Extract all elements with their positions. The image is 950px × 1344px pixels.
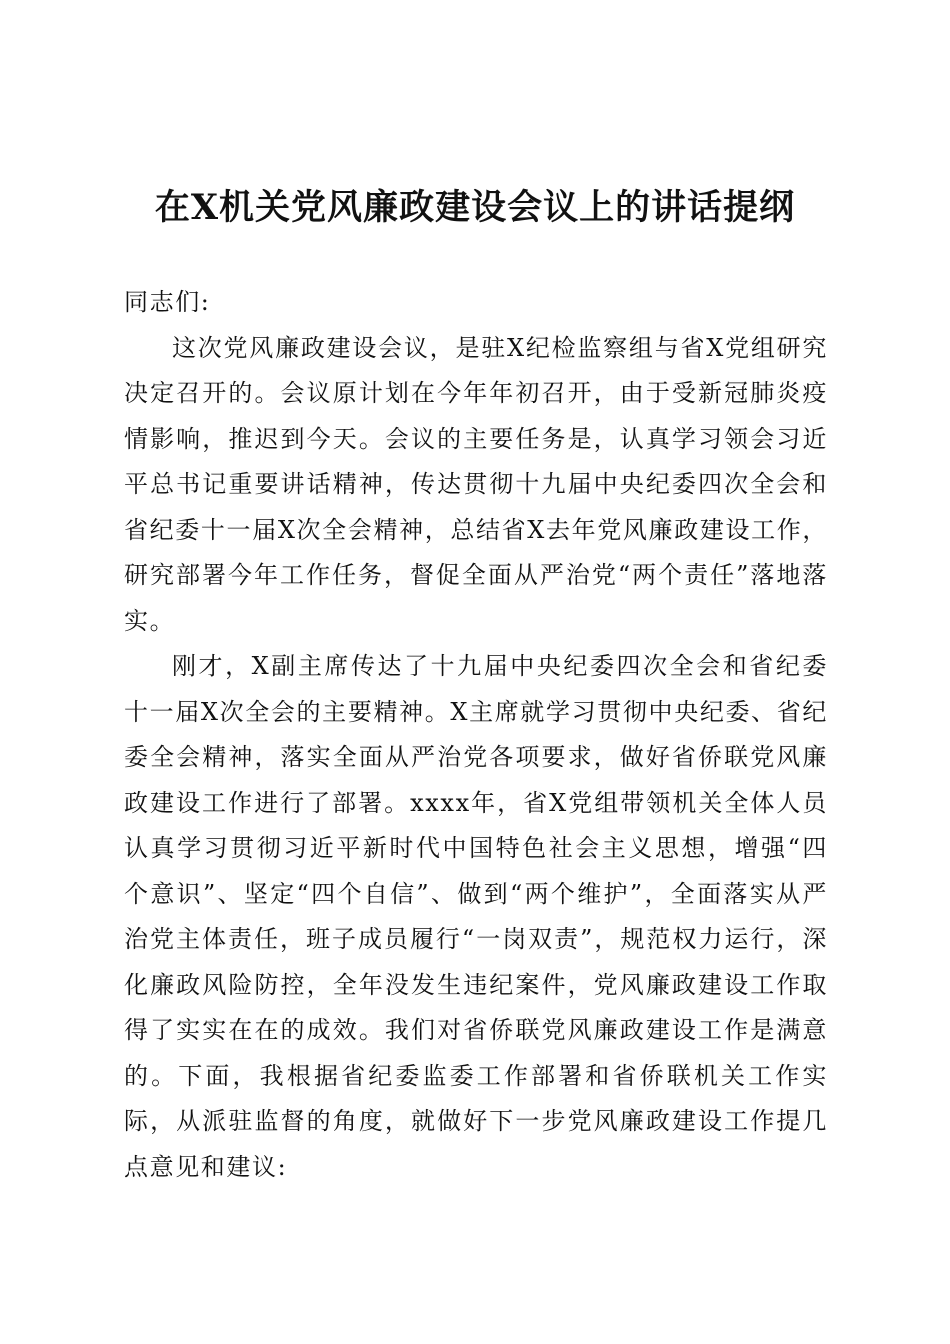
document-body	[124, 280, 828, 1190]
document-title: 在X机关党风廉政建设会议上的讲话提纲	[154, 187, 796, 228]
salutation: 同志们:	[124, 288, 211, 316]
paragraph-review: 刚才，X副主席传达了十九届中央纪委四次全会和省纪委十一届X次全会的主要精神。X主席就学习贯彻中央纪委、省纪委全会精神，落实全面从严治党各项要求，做好省侨联党风廉政建设工作进行了部署。xxxx年，省X党组带领机关全体人员认真学习贯彻习近平新时代中国特色社会主义思想，增强“四个意识”、坚定“四个自信”、做到“两个维护”，全面落实从严治党主体责任，班子成员履行“一岗双责”，规范权力运行，深化廉政风险防控，全年没发生违纪案件，党风廉政建设工作取得了实实在在的成效。我们对省侨联党风廉政建设工作是满意的。下面，我根据省纪委监委工作部署和省侨联机关工作实际，从派驻监督的角度，就做好下一步党风廉政建设工作提几点意见和建议:	[124, 652, 828, 1181]
paragraph-intro: 这次党风廉政建设会议，是驻X纪检监察组与省X党组研究决定召开的。会议原计划在今年年初召开，由于受新冠肺炎疫情影响，推迟到今天。会议的主要任务是，认真学习领会习近平总书记重要讲话精神，传达贯彻十九届中央纪委四次全会和省纪委十一届X次全会精神，总结省X去年党风廉政建设工作，研究部署今年工作任务，督促全面从严治党“两个责任”落地落实。	[124, 333, 828, 635]
